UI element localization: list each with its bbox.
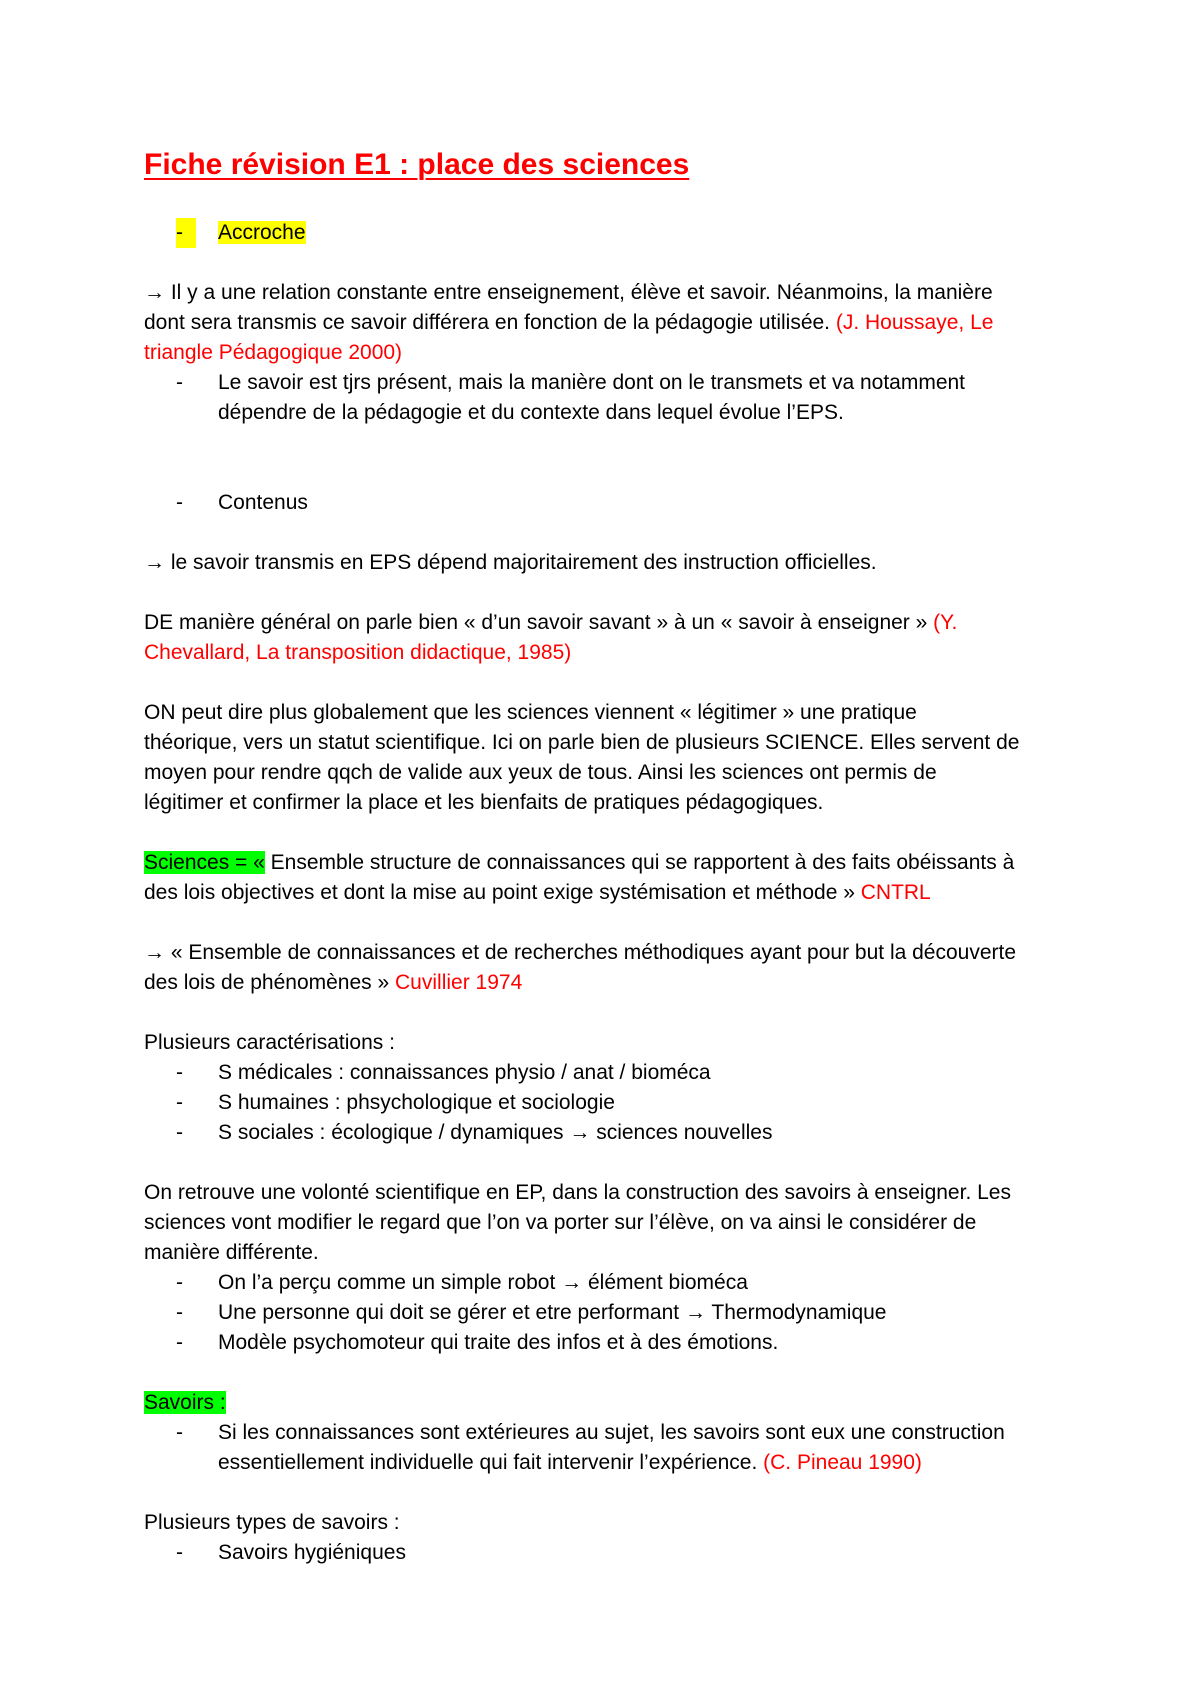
paragraph-relation: → Il y a une relation constante entre enseignement, élève et savoir. Néanmoins, la manière dont sera transmis ce savoir différera en fonction de la pédagogie utilisée. (J. Houssaye, Le triangle Pédagogique 2000) bbox=[144, 281, 994, 364]
bullet-dash: - bbox=[176, 371, 183, 394]
paragraph-savoir-savant: DE manière général on parle bien « d’un savoir savant » à un « savoir à enseigner » (Y. Chevallard, La transposition didactique, 1985) bbox=[144, 611, 958, 664]
paragraph-legitimer: ON peut dire plus globalement que les sciences viennent « légitimer » une pratique théorique, vers un statut scientifique. Ici on parle bien de plusieurs SCIENCE. Elles servent de moyen pour rendre qqch de valide aux yeux de tous. Ainsi les sciences ont permis de légitimer et confirmer la place et les bienfaits de pratiques pédagogiques. bbox=[144, 701, 1020, 814]
arrow-icon: → bbox=[561, 1271, 583, 1294]
bullet-dash: - bbox=[176, 1541, 183, 1564]
list-item: - On l’a perçu comme un simple robot → élément bioméca bbox=[182, 1268, 1082, 1298]
citation: Chevallard, La transposition didactique, 1985) bbox=[144, 641, 572, 664]
bullet-dash: - bbox=[176, 1271, 183, 1294]
bullet-dash: - bbox=[176, 1061, 183, 1084]
page-title: Fiche révision E1 : place des sciences bbox=[144, 148, 690, 181]
bullet-dash: - bbox=[176, 1121, 183, 1144]
arrow-icon: → bbox=[684, 1301, 706, 1324]
highlight-savoirs: Savoirs : bbox=[144, 1391, 226, 1414]
bullet-dash: - bbox=[176, 218, 196, 248]
list-item: - Une personne qui doit se gérer et etre performant → Thermodynamique bbox=[182, 1298, 1082, 1328]
citation: (J. Houssaye, Le bbox=[835, 311, 994, 334]
citation: Cuvillier 1974 bbox=[395, 971, 523, 994]
list-item: - Le savoir est tjrs présent, mais la manière dont on le transmets et va notamment dépendre de la pédagogie et du contexte dans lequel évolue l’EPS. bbox=[182, 368, 1082, 428]
paragraph-volonte-scientifique: On retrouve une volonté scientifique en EP, dans la construction des savoirs à enseigner. Les sciences vont modifier le regard que l’on va porter sur l’élève, on va ainsi le considérer de manière différente. bbox=[144, 1181, 1011, 1264]
arrow-icon: → bbox=[144, 941, 165, 964]
list-item: - S sociales : écologique / dynamiques → sciences nouvelles bbox=[182, 1118, 1082, 1148]
citation: triangle Pédagogique 2000) bbox=[144, 341, 403, 364]
bullet-dash: - bbox=[176, 1421, 183, 1444]
citation: CNTRL bbox=[860, 881, 931, 904]
list-item-accroche bbox=[176, 218, 1082, 248]
section-contenus: Contenus bbox=[218, 491, 308, 514]
list-item: - Savoirs hygiéniques bbox=[182, 1538, 1082, 1568]
heading-savoirs bbox=[144, 1388, 1084, 1418]
heading-types-savoirs: Plusieurs types de savoirs : bbox=[144, 1511, 400, 1534]
citation: (Y. bbox=[933, 611, 958, 634]
arrow-icon: → bbox=[144, 551, 165, 574]
arrow-icon: → bbox=[144, 281, 165, 304]
paragraph-cuvillier: → « Ensemble de connaissances et de recherches méthodiques ayant pour but la découverte des lois de phénomènes » Cuvillier 1974 bbox=[144, 941, 1017, 994]
paragraph-savoir-eps: → le savoir transmis en EPS dépend majoritairement des instruction officielles. bbox=[144, 551, 877, 574]
paragraph-definition-sciences: Sciences = « Ensemble structure de connaissances qui se rapportent à des faits obéissants à des lois objectives et dont la mise au point exige systémisation et méthode » CNTRL bbox=[144, 851, 1015, 904]
list-item-contenus bbox=[176, 488, 1082, 518]
citation: (C. Pineau 1990) bbox=[763, 1451, 922, 1474]
highlight-sciences: Sciences = « bbox=[144, 851, 265, 874]
list-item: - Si les connaissances sont extérieures au sujet, les savoirs sont eux une construction essentiellement individuelle qui fait intervenir l’expérience. (C. Pineau 1990) bbox=[182, 1418, 1082, 1478]
heading-caracterisations: Plusieurs caractérisations : bbox=[144, 1031, 395, 1054]
bullet-dash: - bbox=[176, 491, 183, 514]
bullet-dash: - bbox=[176, 1091, 183, 1114]
list-item: - S humaines : phsychologique et sociologie bbox=[182, 1088, 1082, 1118]
list-item: - S médicales : connaissances physio / anat / bioméca bbox=[182, 1058, 1082, 1088]
list-item: - Modèle psychomoteur qui traite des infos et à des émotions. bbox=[182, 1328, 1082, 1358]
arrow-icon: → bbox=[569, 1121, 591, 1144]
bullet-dash: - bbox=[176, 1301, 183, 1324]
section-accroche: Accroche bbox=[218, 221, 306, 244]
bullet-dash: - bbox=[176, 1331, 183, 1354]
